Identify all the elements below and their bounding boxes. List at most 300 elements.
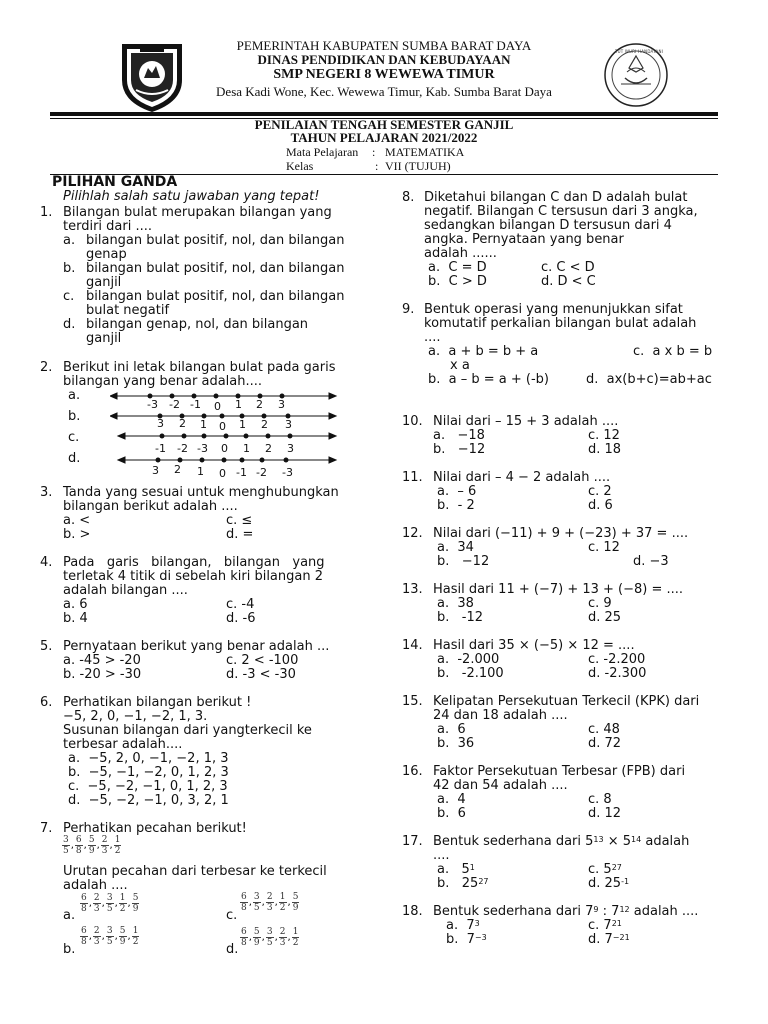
fraction-denominator: 9 <box>88 846 95 856</box>
q16-text-2: 42 dan 54 adalah .... <box>433 778 568 793</box>
class-label: Kelas <box>286 159 314 173</box>
nl-a-tick-5: 1 <box>235 398 242 411</box>
q12-option-b[interactable]: b. −12 <box>437 554 490 569</box>
fraction <box>114 835 122 856</box>
q18-post: adalah .... <box>629 904 699 919</box>
q5-option-b[interactable]: b. -20 > -30 <box>63 667 142 682</box>
q16-number: 16. <box>402 764 423 779</box>
nl-a-tick-2: -2 <box>169 398 180 411</box>
fraction <box>132 926 140 947</box>
q17-number: 17. <box>402 834 423 849</box>
fraction-denominator: 8 <box>75 846 82 856</box>
q18-exp1: 9 <box>593 905 599 914</box>
nl-c-tick-6: 2 <box>265 442 272 455</box>
fraction <box>75 835 83 856</box>
fraction <box>119 893 127 914</box>
q3-text-1: Tanda yang sesuai untuk menghubungkan <box>63 485 339 500</box>
q4-option-c[interactable]: c. -4 <box>226 597 255 612</box>
q7-option-b-fractions[interactable] <box>80 926 139 947</box>
nl-b-tick-4: 0 <box>219 420 226 433</box>
q17-mid: × 5 <box>603 834 632 849</box>
fraction-separator: , <box>88 898 92 909</box>
q6-option-a[interactable]: a. −5, 2, 0, −1, −2, 1, 3 <box>68 751 229 766</box>
q4-option-a[interactable]: a. 6 <box>63 597 88 612</box>
subject-value: MATEMATIKA <box>385 145 465 159</box>
q17-d-base: d. 25 <box>588 876 622 891</box>
header-department: DINAS PENDIDIKAN DAN KEBUDAYAAN <box>257 52 511 67</box>
fraction-numerator: 5 <box>253 927 260 937</box>
q3-number: 3. <box>40 485 53 500</box>
q15-text-1: Kelipatan Persekutuan Terkecil (KPK) dari <box>433 694 700 709</box>
q7-number: 7. <box>40 821 53 836</box>
q1-option-a-text2[interactable]: genap <box>86 247 127 262</box>
q17-a-base: a. 5 <box>437 862 470 877</box>
fraction-numerator: 5 <box>292 892 299 902</box>
fraction-numerator: 5 <box>132 893 139 903</box>
nl-d-tick-4: 0 <box>219 467 226 480</box>
q14-number: 14. <box>402 638 423 653</box>
q12-option-d[interactable]: d. −3 <box>633 554 669 569</box>
nl-a-tick-1: -3 <box>147 398 158 411</box>
q2-text-1: Berikut ini letak bilangan bulat pada garis <box>63 360 336 375</box>
number-line-point <box>156 458 161 463</box>
q16-option-c[interactable]: c. 8 <box>588 792 612 807</box>
q3-option-a[interactable]: a. < <box>63 513 91 528</box>
q18-option-c[interactable] <box>588 918 622 933</box>
fraction <box>93 893 101 914</box>
q3-option-b[interactable]: b. > <box>63 527 91 542</box>
fraction <box>88 835 96 856</box>
q18-a-exp: 3 <box>474 919 480 928</box>
q7-option-d-letter[interactable]: d. <box>226 942 239 957</box>
q1-option-b-letter[interactable]: b. <box>63 261 76 276</box>
q14-option-d[interactable]: d. -2.300 <box>588 666 647 681</box>
q6-text-1: Perhatikan bilangan berikut ! <box>63 695 252 710</box>
fraction-numerator: 1 <box>292 927 299 937</box>
q17-post: adalah <box>641 834 690 849</box>
q7-text-3: adalah .... <box>63 878 128 893</box>
fraction <box>80 926 88 947</box>
fraction-denominator: 9 <box>132 904 139 914</box>
q7-option-d-fractions[interactable] <box>240 927 299 948</box>
q1-text-2: terdiri dari .... <box>63 219 153 234</box>
nl-c-tick-5: 1 <box>243 442 250 455</box>
fraction-numerator: 3 <box>63 835 69 845</box>
q17-text-2: .... <box>433 848 450 863</box>
q15-option-c[interactable]: c. 48 <box>588 722 620 737</box>
fraction-separator: , <box>248 932 252 943</box>
fraction-separator: , <box>88 931 92 942</box>
number-line-point <box>266 434 271 439</box>
q1-option-d-letter[interactable]: d. <box>63 317 76 332</box>
fraction <box>279 892 287 913</box>
fraction-separator: , <box>96 840 100 851</box>
nl-d-tick-1: 3 <box>152 464 159 477</box>
fraction-denominator: 5 <box>106 937 113 947</box>
q10-text: Nilai dari – 15 + 3 adalah .... <box>433 414 619 429</box>
fraction-separator: , <box>127 931 131 942</box>
q17-option-d[interactable] <box>588 876 629 891</box>
fraction-denominator: 3 <box>101 846 108 856</box>
q6-text-4: terbesar adalah.... <box>63 737 183 752</box>
subject-colon: : <box>372 145 376 159</box>
fraction <box>119 926 127 947</box>
fraction-numerator: 2 <box>101 835 108 845</box>
fraction-separator: , <box>127 898 131 909</box>
q1-option-c-text[interactable]: bilangan bulat positif, nol, dan bilangan <box>86 289 345 304</box>
fraction-denominator: 9 <box>292 903 299 913</box>
q7-given-fractions <box>62 835 121 856</box>
q2-option-c-letter[interactable]: c. <box>68 430 80 445</box>
fraction-separator: , <box>83 840 87 851</box>
q7-option-a-letter[interactable]: a. <box>63 908 76 923</box>
fraction <box>240 892 248 913</box>
number-line-point <box>202 434 207 439</box>
logo-text: TUT WURI HANDAYANI <box>615 49 664 54</box>
q17-option-c[interactable] <box>588 862 622 877</box>
fraction-numerator: 1 <box>119 893 126 903</box>
q14-option-c[interactable]: c. -2.200 <box>588 652 646 667</box>
q2-number: 2. <box>40 360 53 375</box>
q1-option-a-letter[interactable]: a. <box>63 233 76 248</box>
q16-text-1: Faktor Persekutuan Terbesar (FPB) dari <box>433 764 686 779</box>
q4-number: 4. <box>40 555 53 570</box>
q1-option-c-text2[interactable]: bulat negatif <box>86 303 170 318</box>
fraction-numerator: 2 <box>266 892 273 902</box>
q6-option-b[interactable]: b. −5, −1, −2, 0, 1, 2, 3 <box>68 765 229 780</box>
q8-option-a[interactable]: a. C = D <box>428 260 487 275</box>
q11-number: 11. <box>402 470 423 485</box>
fraction-separator: , <box>101 931 105 942</box>
class-value: VII (TUJUH) <box>385 159 451 173</box>
subject-label: Mata Pelajaran <box>286 145 359 159</box>
q5-option-c[interactable]: c. 2 < -100 <box>226 653 299 668</box>
q8-option-b[interactable]: b. C > D <box>428 274 487 289</box>
number-line-point <box>244 434 249 439</box>
q5-text: Pernyataan berikut yang benar adalah ... <box>63 639 330 654</box>
q7-option-c-letter[interactable]: c. <box>226 908 238 923</box>
fraction-numerator: 6 <box>81 926 87 936</box>
q10-option-a[interactable]: a. −18 <box>433 428 485 443</box>
fraction-denominator: 3 <box>279 938 286 948</box>
fraction <box>62 835 70 856</box>
q3-option-c[interactable]: c. ≤ <box>226 513 253 528</box>
q13-option-d[interactable]: d. 25 <box>588 610 622 625</box>
nl-a-tick-4: 0 <box>214 400 221 413</box>
q7-option-a-fractions[interactable] <box>80 893 139 914</box>
q12-text: Nilai dari (−11) + 9 + (−23) + 37 = .... <box>433 526 689 541</box>
q18-d-exp: −21 <box>612 933 630 942</box>
q4-text-1: Pada garis bilangan, bilangan yang <box>63 555 325 570</box>
q13-option-b[interactable]: b. -12 <box>437 610 484 625</box>
fraction-separator: , <box>274 932 278 943</box>
number-line-a <box>110 393 336 399</box>
q9-text-2: komutatif perkalian bilangan bulat adalah <box>424 316 697 331</box>
fraction <box>106 893 114 914</box>
q3-option-d[interactable]: d. = <box>226 527 254 542</box>
q11-option-b[interactable]: b. - 2 <box>437 498 475 513</box>
q14-option-a[interactable]: a. -2.000 <box>437 652 500 667</box>
q1-option-d-text2[interactable]: ganjil <box>86 331 122 346</box>
q17-c-base: c. 5 <box>588 862 612 877</box>
fraction-numerator: 2 <box>279 927 286 937</box>
section-title: PILIHAN GANDA <box>52 174 178 190</box>
q9-option-a-cont[interactable]: x a <box>450 358 470 373</box>
q18-d-base: d. 7 <box>588 932 613 947</box>
q15-option-a[interactable]: a. 6 <box>437 722 466 737</box>
fraction-numerator: 6 <box>241 892 247 902</box>
nl-c-tick-1: -1 <box>155 442 166 455</box>
fraction-denominator: 8 <box>81 904 87 914</box>
fraction-denominator: 2 <box>119 904 126 914</box>
q17-a-exp: 1 <box>469 863 475 872</box>
q5-number: 5. <box>40 639 53 654</box>
fraction-numerator: 1 <box>279 892 286 902</box>
section-instruction: Pilihlah salah satu jawaban yang tepat! <box>63 189 320 204</box>
nl-c-tick-7: 3 <box>287 442 294 455</box>
q5-option-d[interactable]: d. -3 < -30 <box>226 667 296 682</box>
fraction <box>240 927 248 948</box>
q17-pre: Bentuk sederhana dari 5 <box>433 834 594 849</box>
q2-option-a-letter[interactable]: a. <box>68 388 81 403</box>
fraction-separator: , <box>261 932 265 943</box>
q17-text <box>433 834 689 849</box>
nl-c-tick-3: -3 <box>197 442 208 455</box>
q9-option-d[interactable]: d. ax(b+c)=ab+ac <box>586 372 712 387</box>
q18-text <box>433 904 698 919</box>
fraction-numerator: 6 <box>81 893 87 903</box>
q8-text-2: negatif. Bilangan C tersusun dari 3 angka, <box>424 204 698 219</box>
q16-option-a[interactable]: a. 4 <box>437 792 466 807</box>
number-line-point <box>240 458 245 463</box>
q1-option-c-letter[interactable]: c. <box>63 289 75 304</box>
q14-option-b[interactable]: b. -2.100 <box>437 666 504 681</box>
q7-option-b-letter[interactable]: b. <box>63 942 76 957</box>
fraction-separator: , <box>70 840 74 851</box>
q18-c-exp: 21 <box>611 919 622 928</box>
q17-b-base: b. 25 <box>437 876 479 891</box>
q17-exp2: 14 <box>631 835 642 844</box>
fraction-numerator: 5 <box>88 835 95 845</box>
q1-option-b-text2[interactable]: ganjil <box>86 275 122 290</box>
fraction <box>266 892 274 913</box>
class-colon: : <box>375 159 379 173</box>
fraction <box>292 892 300 913</box>
q17-d-exp: -1 <box>621 877 630 886</box>
q1-option-d-text[interactable]: bilangan genap, nol, dan bilangan <box>86 317 309 332</box>
q6-text-3: Susunan bilangan dari yangterkecil ke <box>63 723 312 738</box>
fraction-separator: , <box>248 897 252 908</box>
q6-option-c[interactable]: c. −5, −2, −1, 0, 1, 2, 3 <box>68 779 228 794</box>
q9-number: 9. <box>402 302 415 317</box>
q11-text: Nilai dari – 4 − 2 adalah .... <box>433 470 611 485</box>
fraction-denominator: 3 <box>266 903 273 913</box>
q7-text-2: Urutan pecahan dari terbesar ke terkecil <box>63 864 327 879</box>
fraction-separator: , <box>287 897 291 908</box>
q1-option-a-text[interactable]: bilangan bulat positif, nol, dan bilangan <box>86 233 345 248</box>
fraction-numerator: 5 <box>119 926 126 936</box>
fraction-denominator: 9 <box>119 937 126 947</box>
q3-text-2: bilangan berikut adalah .... <box>63 499 238 514</box>
q17-b-exp: 27 <box>478 877 489 886</box>
q15-option-d[interactable]: d. 72 <box>588 736 622 751</box>
q17-c-exp: 27 <box>611 863 622 872</box>
q9-option-c[interactable]: c. a x b = b <box>633 344 713 359</box>
fraction-numerator: 2 <box>93 893 100 903</box>
q8-text-5: adalah ...... <box>424 246 497 261</box>
q11-option-d[interactable]: d. 6 <box>588 498 613 513</box>
q15-number: 15. <box>402 694 423 709</box>
header-divider-thick <box>50 112 718 116</box>
nl-b-tick-3: 1 <box>200 418 207 431</box>
q6-option-d[interactable]: d. −5, −2, −1, 0, 3, 2, 1 <box>68 793 229 808</box>
nl-c-tick-4: 0 <box>221 442 228 455</box>
fraction <box>80 893 88 914</box>
q15-text-2: 24 dan 18 adalah .... <box>433 708 568 723</box>
number-line-point <box>220 414 225 419</box>
q10-option-c[interactable]: c. 12 <box>588 428 620 443</box>
number-line-point <box>214 394 219 399</box>
q13-option-a[interactable]: a. 38 <box>437 596 474 611</box>
q13-number: 13. <box>402 582 423 597</box>
nl-a-tick-6: 2 <box>256 398 263 411</box>
exam-title: PENILAIAN TENGAH SEMESTER GANJIL <box>254 117 514 132</box>
q8-text-3: sedangkan bilangan D tersusun dari 4 <box>424 218 672 233</box>
fraction-numerator: 3 <box>106 893 113 903</box>
q14-text: Hasil dari 35 × (−5) × 12 = .... <box>433 638 635 653</box>
q16-option-d[interactable]: d. 12 <box>588 806 622 821</box>
q2-option-b-letter[interactable]: b. <box>68 409 81 424</box>
fraction <box>93 926 101 947</box>
fraction-denominator: 5 <box>63 846 69 856</box>
q8-text-1: Diketahui bilangan C dan D adalah bulat <box>424 190 688 205</box>
q18-mid: : 7 <box>598 904 620 919</box>
q8-number: 8. <box>402 190 415 205</box>
q4-option-d[interactable]: d. -6 <box>226 611 256 626</box>
fraction-separator: , <box>114 931 118 942</box>
q8-option-d[interactable]: d. D < C <box>541 274 596 289</box>
q1-text-1: Bilangan bulat merupakan bilangan yang <box>63 205 332 220</box>
fraction <box>253 892 261 913</box>
q9-option-a[interactable]: a. a + b = b + a <box>428 344 539 359</box>
q16-option-b[interactable]: b. 6 <box>437 806 466 821</box>
q1-option-b-text[interactable]: bilangan bulat positif, nol, dan bilangan <box>86 261 345 276</box>
header-government: PEMERINTAH KABUPATEN SUMBA BARAT DAYA <box>236 38 532 53</box>
fraction-denominator: 2 <box>132 937 139 947</box>
q13-text: Hasil dari 11 + (−7) + 13 + (−8) = .... <box>433 582 684 597</box>
q8-text-4: angka. Pernyataan yang benar <box>424 232 624 247</box>
q11-option-c[interactable]: c. 2 <box>588 484 612 499</box>
q17-option-b[interactable] <box>437 876 489 891</box>
q18-b-base: b. 7 <box>446 932 475 947</box>
nl-b-tick-5: 1 <box>239 418 246 431</box>
q12-number: 12. <box>402 526 423 541</box>
header-school: SMP NEGERI 8 WEWEWA TIMUR <box>273 67 495 82</box>
q7-option-c-fractions[interactable] <box>240 892 299 913</box>
number-line-point <box>200 458 205 463</box>
q18-exp2: 12 <box>619 905 630 914</box>
q12-option-a[interactable]: a. 34 <box>437 540 474 555</box>
q17-option-a[interactable] <box>437 862 475 877</box>
nl-c-tick-2: -2 <box>177 442 188 455</box>
q13-option-c[interactable]: c. 9 <box>588 596 612 611</box>
q18-a-base: a. 7 <box>446 918 475 933</box>
nl-d-tick-2: 2 <box>174 463 181 476</box>
q10-number: 10. <box>402 414 423 429</box>
fraction-numerator: 3 <box>266 927 273 937</box>
fraction-numerator: 1 <box>132 926 139 936</box>
fraction-denominator: 2 <box>292 938 299 948</box>
q18-pre: Bentuk sederhana dari 7 <box>433 904 594 919</box>
nl-a-tick-3: -1 <box>190 398 201 411</box>
nl-d-tick-7: -3 <box>282 466 293 479</box>
fraction-denominator: 3 <box>93 904 100 914</box>
fraction-denominator: 9 <box>253 938 260 948</box>
q11-option-a[interactable]: a. – 6 <box>437 484 477 499</box>
q6-number: 6. <box>40 695 53 710</box>
fraction-numerator: 3 <box>106 926 113 936</box>
q2-text-2: bilangan yang benar adalah.... <box>63 374 263 389</box>
q18-c-base: c. 7 <box>588 918 612 933</box>
fraction-denominator: 8 <box>81 937 87 947</box>
fraction-numerator: 6 <box>241 927 247 937</box>
q15-option-b[interactable]: b. 36 <box>437 736 475 751</box>
q18-option-a[interactable] <box>446 918 480 933</box>
q9-option-b[interactable]: b. a – b = a + (-b) <box>428 372 549 387</box>
q4-text-3: adalah bilangan .... <box>63 583 188 598</box>
q1-number: 1. <box>40 205 53 220</box>
fraction <box>253 927 261 948</box>
fraction <box>292 927 300 948</box>
fraction-numerator: 6 <box>75 835 82 845</box>
nl-d-tick-3: 1 <box>197 465 204 478</box>
fraction-numerator: 2 <box>93 926 100 936</box>
q6-text-2: −5, 2, 0, −1, −2, 1, 3. <box>63 709 208 724</box>
q17-exp1: 13 <box>593 835 604 844</box>
q18-option-d[interactable] <box>588 932 630 947</box>
fraction-numerator: 1 <box>114 835 121 845</box>
fraction <box>106 926 114 947</box>
nl-b-tick-6: 2 <box>261 418 268 431</box>
fraction-denominator: 3 <box>93 937 100 947</box>
q10-option-b[interactable]: b. −12 <box>433 442 486 457</box>
q2-option-d-letter[interactable]: d. <box>68 451 81 466</box>
number-line-d <box>118 457 336 463</box>
fraction-denominator: 5 <box>266 938 273 948</box>
q10-option-d[interactable]: d. 18 <box>588 442 622 457</box>
number-line-point <box>260 458 265 463</box>
q8-option-c[interactable]: c. C < D <box>541 260 595 275</box>
q7-text: Perhatikan pecahan berikut! <box>63 821 247 836</box>
number-line-point <box>224 434 229 439</box>
fraction-separator: , <box>114 898 118 909</box>
q4-option-b[interactable]: b. 4 <box>63 611 88 626</box>
fraction <box>101 835 109 856</box>
fraction-separator: , <box>274 897 278 908</box>
q12-option-c[interactable]: c. 12 <box>588 540 620 555</box>
q18-option-b[interactable] <box>446 932 487 947</box>
nl-b-tick-7: 3 <box>285 418 292 431</box>
fraction-denominator: 5 <box>106 904 113 914</box>
fraction-separator: , <box>101 898 105 909</box>
nl-d-tick-5: -1 <box>236 466 247 479</box>
header-address: Desa Kadi Wone, Kec. Wewewa Timur, Kab. Sumba Barat Daya <box>216 84 552 99</box>
q5-option-a[interactable]: a. -45 > -20 <box>63 653 141 668</box>
nl-b-tick-1: 3 <box>157 417 164 430</box>
nl-a-tick-7: 3 <box>278 398 285 411</box>
q4-text-2: terletak 4 titik di sebelah kiri bilangan 2 <box>63 569 323 584</box>
fraction <box>279 927 287 948</box>
